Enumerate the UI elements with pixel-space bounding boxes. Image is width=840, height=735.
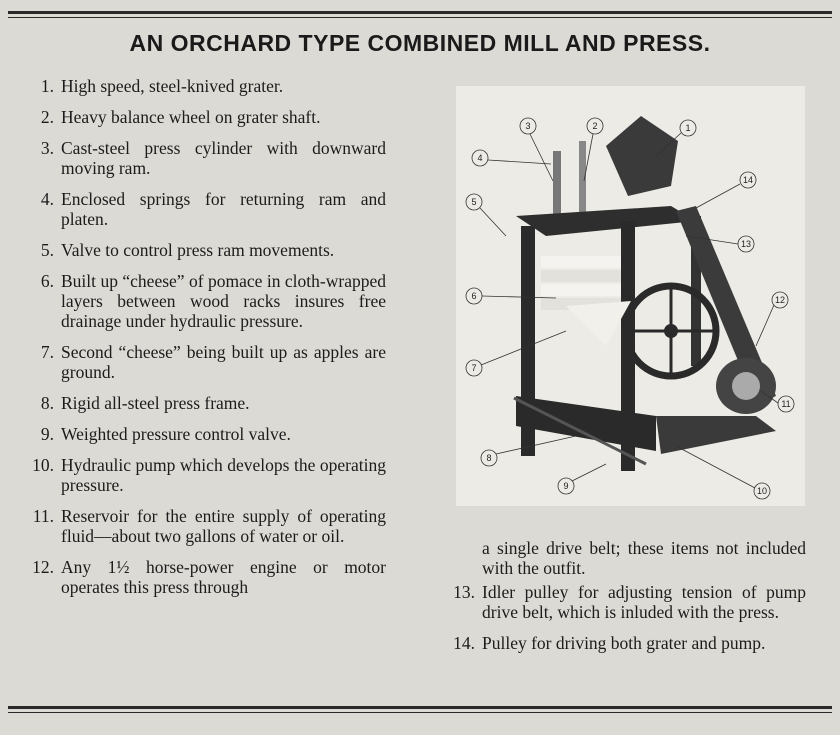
list-item: 10. Hydraulic pump which develops the operating pressure.	[32, 455, 386, 495]
list-item: 13. Idler pulley for adjusting tension of pump drive belt, which is inluded with the press.	[453, 582, 806, 622]
list-item: 5. Valve to control press ram movements.	[40, 240, 335, 260]
top-rule-thin	[8, 17, 832, 18]
callout-11-label: 11	[781, 399, 791, 409]
parts-list-right	[441, 582, 806, 664]
callout-7-label: 7	[471, 363, 477, 373]
callout-14-label: 14	[742, 175, 754, 185]
callout-8-label: 8	[486, 453, 492, 463]
callout-3-label: 3	[525, 121, 531, 131]
list-item: 14. Pulley for driving both grater and pump.	[453, 633, 766, 653]
callout-4-label: 4	[477, 153, 483, 163]
callout-6-label: 6	[471, 291, 477, 301]
callout-13-label: 13	[740, 239, 752, 249]
mill-press-photo	[456, 86, 805, 506]
list-item: 2. Heavy balance wheel on grater shaft.	[40, 107, 321, 127]
bottom-rule-thick	[8, 706, 832, 709]
bottom-rule-thin	[8, 712, 832, 713]
list-item: 9. Weighted pressure control valve.	[40, 424, 291, 444]
callout-5-label: 5	[471, 197, 477, 207]
callout-12-label: 12	[774, 295, 786, 305]
list-item: 7. Second “cheese” being built up as apples are ground.	[40, 342, 386, 382]
list-item: 1. High speed, steel-knived grater.	[40, 76, 284, 96]
list-item: 3. Cast-steel press cylinder with downward moving ram.	[40, 138, 386, 178]
callout-9-label: 9	[563, 481, 569, 491]
list-item: 12. Any 1½ horse-power engine or motor operates this press through	[32, 557, 386, 597]
top-rule-thick	[8, 11, 832, 14]
list-item: 4. Enclosed springs for returning ram and platen.	[40, 189, 386, 229]
callout-2-label: 2	[592, 121, 598, 131]
list-item: 6. Built up “cheese” of pomace in cloth-wrapped layers between wood racks insures free drainage under hydraulic pressure.	[40, 271, 386, 331]
list-item: 8. Rigid all-steel press frame.	[40, 393, 250, 413]
callout-10-label: 10	[756, 486, 768, 496]
list-item: 11. Reservoir for the entire supply of operating fluid—about two gallons of water or oil.	[32, 506, 386, 546]
parts-list-left	[20, 76, 386, 608]
page-title: AN ORCHARD TYPE COMBINED MILL AND PRESS.	[129, 30, 711, 56]
item-12-continued: a single drive belt; these items not included with the outfit.	[482, 538, 806, 578]
callout-1-label: 1	[685, 123, 691, 133]
